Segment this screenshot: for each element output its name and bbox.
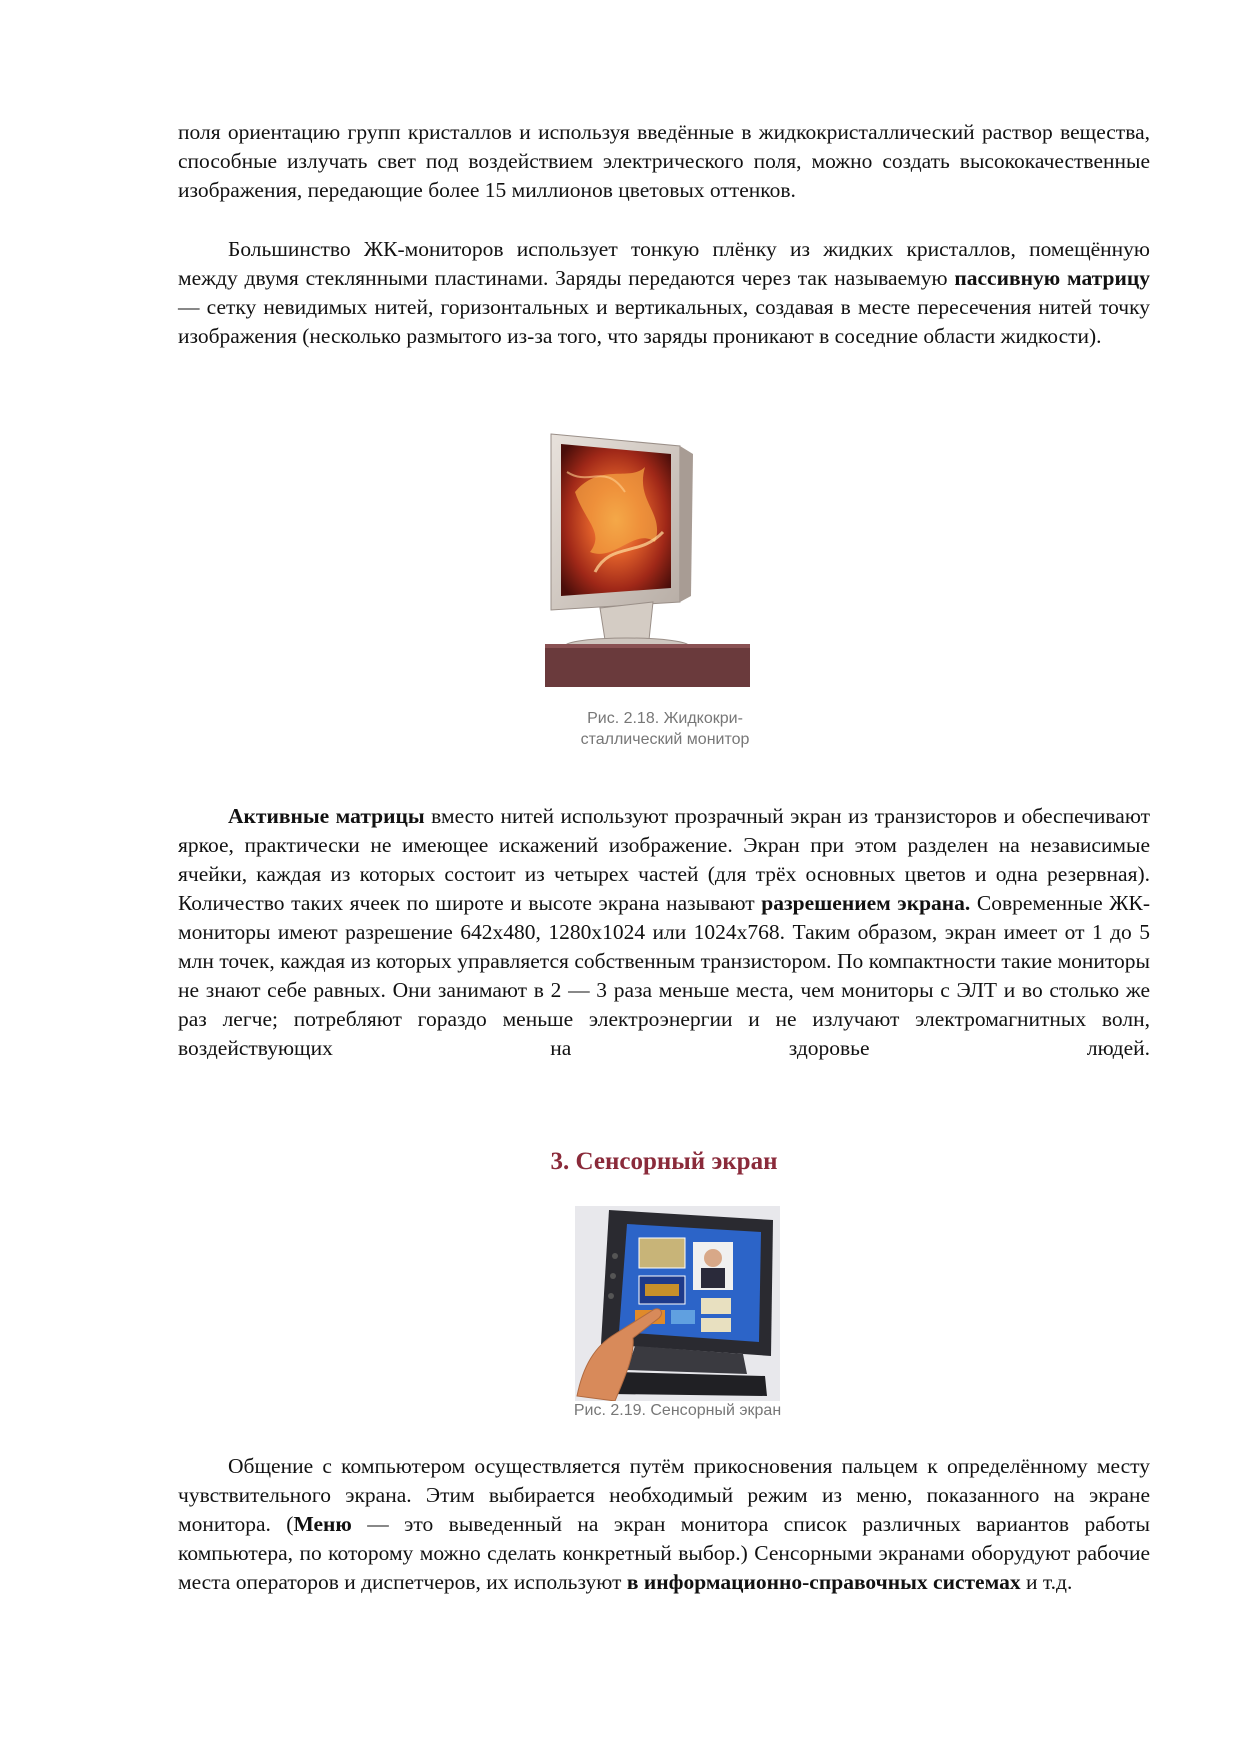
touch-figure-caption: Рис. 2.19. Сенсорный экран bbox=[573, 1402, 782, 1419]
paragraph-3 bbox=[178, 802, 1150, 1063]
paragraph-1: поля ориентацию групп кристаллов и используя введённые в жидкокристаллический раствор вещества, способные излучать свет под воздействием электрического поля, можно создать высококачественные изображения, передающие более 15 миллионов цветовых оттенков. bbox=[178, 120, 1150, 202]
paragraph-4-text-b: — это выведенный на экран монитора список различных вариантов работы компьютера, по которому можно сделать конкретный выбор.) Сенсорными экранами оборудуют рабочие места операторов и диспетчеров, их используют bbox=[178, 1512, 1150, 1594]
paragraph-4-text-a: Общение с компьютером осуществляется путём прикосновения пальцем к определённому месту чувствительного экрана. Этим выбирается необходимый режим из меню, показанного на экране монитора. ( bbox=[178, 1454, 1150, 1536]
paragraph-2-block bbox=[178, 235, 1150, 351]
paragraph-1-block bbox=[178, 118, 1150, 205]
lcd-caption-line-2: сталлический монитор bbox=[580, 731, 750, 748]
passive-matrix-term: пассивную матрицу bbox=[954, 266, 1150, 290]
info-systems-term: в информационно-справочных системах bbox=[626, 1570, 1021, 1594]
lcd-monitor-figure bbox=[545, 432, 750, 687]
paragraph-3-block bbox=[178, 802, 1150, 1063]
paragraph-3-text-a: вместо нитей используют прозрачный экран из транзисторов и обеспечивают яркое, практически не имеющее искажений изображение. Экран при этом разделен на независимые ячейки, каждая из которых состоит из четырех частей (для трёх основных цветов и одна резервная). Количество таких ячеек по широте и высоте экрана называют bbox=[178, 804, 1150, 915]
resolution-term: разрешением экрана. bbox=[761, 891, 971, 915]
section-heading: 3. Сенсорный экран bbox=[550, 1148, 778, 1175]
paragraph-2 bbox=[178, 235, 1150, 351]
paragraph-2-text-b: — сетку невидимых нитей, горизонтальных и вертикальных, создавая в месте пересечения нитей точку изображения (несколько размытого из-за того, что заряды проникают в соседние области жидкости). bbox=[178, 295, 1150, 348]
lcd-monitor-photo-icon bbox=[545, 432, 750, 687]
paragraph-3-text-b: Современные ЖК-мониторы имеют разрешение 642x480, 1280x1024 или 1024x768. Таким образом, экран имеет от 1 до 5 млн точек, каждая из которых управляется собственным транзистором. По компактности такие мониторы не знают себе равных. Они занимают в 2 — 3 раза меньше места, чем мониторы с ЭЛТ и во столько же раз легче; потребляют гораздо меньше электроэнергии и не излучают электромагнитных волн, воздействующих на здоровье людей. bbox=[178, 891, 1150, 1060]
paragraph-2-text-a: Большинство ЖК-мониторов использует тонкую плёнку из жидких кристаллов, помещённую между двумя стеклянными пластинами. Заряды передаются через так называемую bbox=[178, 237, 1150, 290]
paragraph-4-block bbox=[178, 1452, 1150, 1597]
paragraph-4 bbox=[178, 1452, 1150, 1597]
lcd-caption-line-1: Рис. 2.18. Жидкокри- bbox=[587, 710, 743, 727]
lcd-figure-caption bbox=[545, 708, 785, 750]
menu-term: Меню bbox=[293, 1512, 352, 1536]
touch-screen-figure bbox=[575, 1206, 780, 1401]
active-matrix-term: Активные матрицы bbox=[228, 804, 425, 828]
touch-screen-photo-icon bbox=[575, 1206, 780, 1401]
paragraph-4-text-c: и т.д. bbox=[1020, 1570, 1073, 1594]
